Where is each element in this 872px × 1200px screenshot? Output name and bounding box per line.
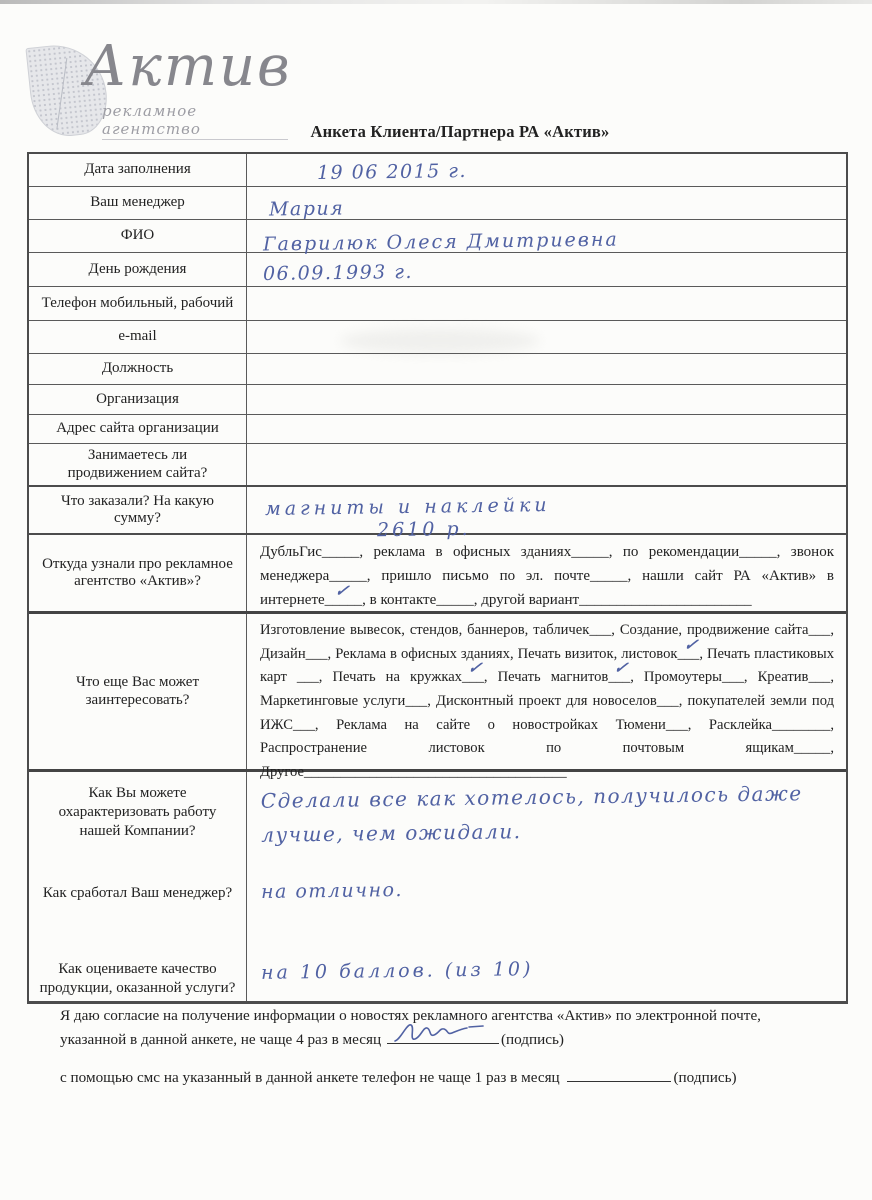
- field-label: Что еще Вас может заинтересовать?: [29, 614, 247, 769]
- row-date-filled: [29, 154, 846, 186]
- option-blank: ___ ✓: [677, 646, 699, 662]
- option-blank: ___: [665, 716, 688, 733]
- field-label: Ваш менеджер: [29, 187, 247, 219]
- option-label: Маркетинговые услуги: [260, 692, 406, 709]
- signature-line: [387, 1029, 499, 1044]
- option-label: Реклама на сайте о новостройках Тюмени: [336, 716, 666, 733]
- row-site-promotion: [29, 443, 846, 485]
- option-blank: ___: [293, 716, 315, 733]
- option-label: по рекомендации: [622, 544, 740, 560]
- field-label: Организация: [29, 385, 247, 414]
- option-label: другой вариант: [481, 592, 580, 608]
- row-birthday: [29, 252, 846, 286]
- field-value: [247, 253, 846, 286]
- option-blank: ___: [305, 645, 328, 662]
- option-label: Реклама в офисных зданиях: [335, 645, 510, 662]
- option-blank: _____: [329, 568, 367, 584]
- signature: [391, 1019, 491, 1045]
- field-label: Телефон мобильный, рабочий: [29, 287, 247, 320]
- handwritten-answer-company: Сделали все как хотелось, получилось даже лучше, чем ожидали.: [260, 781, 803, 847]
- interests-options: [247, 614, 846, 780]
- option-item: Дизайн___,: [260, 645, 336, 662]
- option-item: в контакте_____,: [369, 592, 482, 608]
- option-blank: ___: [286, 669, 319, 686]
- field-label: Занимаетесь ли продвижением сайта?: [29, 444, 247, 485]
- field-value: [247, 321, 846, 353]
- row-order: [29, 485, 846, 542]
- option-label: Печать пластиковых карт: [260, 645, 835, 686]
- field-value: [247, 487, 846, 542]
- option-item: Печать визиток, листовок___ ✓ ,: [518, 646, 707, 662]
- option-blank: ___: [656, 692, 679, 709]
- field-value: [247, 154, 846, 186]
- option-blank: ___ ✓: [462, 669, 484, 685]
- option-item: Создание, продвижение сайта___,: [619, 622, 834, 638]
- option-blank: _____: [321, 544, 360, 560]
- field-label: Что заказали? На какую сумму?: [29, 487, 247, 533]
- option-blank: _____ ✓: [325, 592, 363, 608]
- handwritten-answer-sum: 2610 р.: [376, 517, 471, 542]
- scan-artifact-top: [0, 0, 872, 4]
- option-blank: ___: [589, 622, 612, 638]
- consent-email-paragraph: [60, 1004, 822, 1051]
- option-item: Промоутеры___,: [643, 669, 758, 686]
- row-feedback: [29, 769, 846, 1001]
- option-label: Создание, продвижение сайта: [619, 622, 809, 638]
- option-blank: ___: [808, 622, 831, 638]
- option-blank: ___ ✓: [608, 669, 630, 685]
- option-item: реклама в офисных зданиях_____,: [373, 544, 623, 560]
- field-label: Откуда узнали про рекламное агентство «Актив»?: [29, 535, 247, 611]
- field-value: [247, 415, 846, 443]
- option-label: Промоутеры: [643, 669, 722, 686]
- field-value: [247, 187, 846, 219]
- option-label: Другое: [260, 763, 304, 780]
- option-label: Печать магнитов: [497, 669, 609, 686]
- option-blank: ____________________________________: [303, 763, 567, 780]
- signature-caption: (подпись): [500, 1030, 564, 1048]
- row-fio: [29, 219, 846, 256]
- option-item: Реклама на сайте о новостройках Тюмени___,: [336, 716, 709, 733]
- handwritten-answer: 19 06 2015 г.: [316, 159, 468, 185]
- option-label: Креатив: [757, 669, 809, 686]
- option-item: пришло письмо по эл. почте_____,: [381, 568, 643, 584]
- option-label: Изготовление вывесок, стендов, баннеров, табличек: [260, 622, 590, 638]
- option-label: Печать на кружках: [332, 669, 462, 686]
- option-blank: ________: [772, 716, 831, 733]
- field-label: День рождения: [29, 253, 247, 286]
- option-label: звонок менеджера: [260, 544, 835, 584]
- option-item: [481, 592, 751, 608]
- option-item: звонок менеджера_____,: [260, 544, 835, 584]
- handwritten-answer: 06.09.1993 г.: [262, 260, 414, 286]
- option-item: по рекомендации_____,: [622, 544, 791, 560]
- logo-name: Актив: [84, 34, 292, 99]
- field-label: e-mail: [29, 321, 247, 353]
- option-blank: _______________________: [579, 592, 752, 608]
- question-company-work: Как Вы можете охарактеризовать работу нашей Компании?: [58, 785, 217, 839]
- feedback-answers: [247, 772, 846, 1001]
- row-email: [29, 320, 846, 353]
- questionnaire-table: [27, 152, 848, 1004]
- row-manager: [29, 186, 846, 219]
- logo-tagline: рекламное агентство: [102, 102, 288, 140]
- field-value: [247, 354, 846, 384]
- form-title: Анкета Клиента/Партнера РА «Актив»: [310, 122, 610, 141]
- option-label: нашли сайт РА «Актив» в интернете: [260, 568, 835, 608]
- feedback-questions: [29, 772, 247, 1001]
- signature-caption: (подпись): [673, 1069, 737, 1086]
- field-value: [247, 385, 846, 414]
- consent-email-text: Я даю согласие на получение информации о новостях рекламного агентства «Актив» по электронной почте, указанной в данной анкете, не чаще 4 раз в месяц: [60, 1007, 761, 1048]
- question-quality: Как оцениваете качество продукции, оказанной услуги?: [39, 961, 236, 996]
- field-value: [247, 220, 846, 256]
- option-item: Реклама в офисных зданиях,: [335, 645, 518, 662]
- consent-sms-paragraph: [60, 1066, 822, 1090]
- field-label: Должность: [29, 354, 247, 384]
- row-site-address: [29, 414, 846, 443]
- option-item: Печать магнитов___ ✓ ,: [498, 669, 644, 685]
- option-label: реклама в офисных зданиях: [373, 544, 572, 560]
- handwritten-answer: Гаврилюк Олеся Дмитриевна: [262, 228, 619, 256]
- option-item: ДубльГис_____,: [260, 544, 374, 560]
- option-item: Дисконтный проект для новоселов___,: [436, 692, 688, 709]
- field-value: [247, 287, 846, 320]
- option-blank: ___: [808, 669, 831, 686]
- handwritten-answer-manager: на отлично.: [260, 879, 404, 903]
- signature-line-empty: [567, 1067, 671, 1082]
- field-label: Адрес сайта организации: [29, 415, 247, 443]
- leaf-vein: [56, 58, 67, 129]
- sources-options: [247, 535, 846, 611]
- option-blank: _____: [739, 544, 777, 560]
- handwritten-answer: магниты и наклейки: [264, 494, 551, 520]
- field-value: [247, 444, 846, 485]
- option-item: Печать на кружках___ ✓ ,: [332, 669, 497, 685]
- option-label: Печать визиток, листовок: [517, 645, 678, 662]
- row-phone: [29, 286, 846, 320]
- option-blank: _____: [590, 568, 628, 584]
- option-label: Расклейка: [708, 716, 772, 733]
- handwritten-answer: Мария: [268, 197, 345, 221]
- option-blank: _____: [571, 544, 609, 560]
- row-position: [29, 353, 846, 384]
- option-item: Маркетинговые услуги___,: [260, 692, 436, 709]
- option-item: нашли сайт РА «Актив» в интернете_____ ✓ ,: [260, 568, 834, 608]
- field-label: ФИО: [29, 220, 247, 252]
- question-manager-work: Как сработал Ваш менеджер?: [42, 885, 233, 901]
- option-label: покупателей земли под ИЖС: [260, 692, 835, 733]
- option-item: Расклейка________,: [708, 716, 835, 733]
- option-item: Распространение листовок по почтовым ящикам_____,: [260, 740, 834, 757]
- option-label: Распространение листовок по почтовым ящикам: [260, 740, 794, 757]
- option-label: Дисконтный проект для новоселов: [436, 692, 657, 709]
- field-label: Дата заполнения: [29, 154, 247, 186]
- option-blank: ___: [722, 669, 744, 686]
- option-blank: _____: [793, 740, 831, 757]
- option-item: Изготовление вывесок, стендов, баннеров, табличек___,: [260, 622, 620, 638]
- option-item: Креатив___,: [757, 669, 834, 686]
- consent-sms-text: с помощью смс на указанный в данной анкете телефон не чаще 1 раз в месяц: [60, 1069, 564, 1086]
- option-label: пришло письмо по эл. почте: [381, 568, 590, 584]
- option-label: ДубльГис: [260, 544, 322, 560]
- row-interests: [29, 611, 846, 780]
- option-item: покупателей земли под ИЖС___,: [260, 692, 835, 733]
- handwritten-answer-quality: на 10 баллов. (из 10): [260, 958, 534, 984]
- option-label: Дизайн: [260, 645, 306, 662]
- option-label: в контакте: [369, 592, 437, 608]
- row-sources: [29, 533, 846, 611]
- option-item: Печать пластиковых карт ___,: [260, 645, 835, 686]
- row-organization: [29, 384, 846, 414]
- option-blank: _____: [436, 592, 474, 608]
- option-blank: ___: [405, 692, 428, 709]
